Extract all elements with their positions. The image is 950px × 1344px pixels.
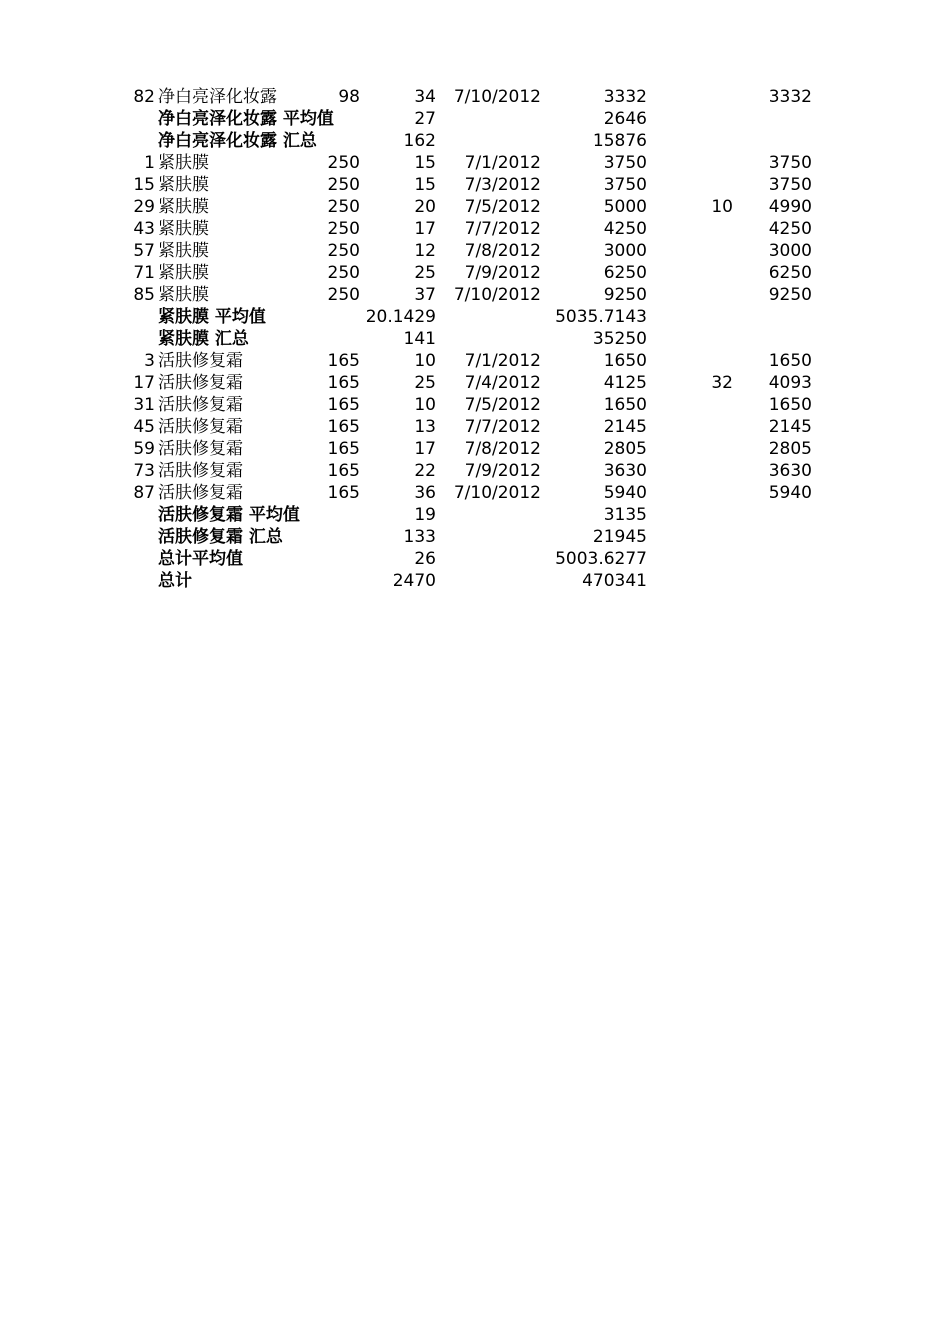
cell-amount: 9250 <box>603 285 647 305</box>
cell-product-name: 紧肤膜 <box>158 219 209 239</box>
cell-date: 7/10/2012 <box>453 285 541 305</box>
table-row <box>0 218 950 240</box>
cell-amount: 5035.7143 <box>555 307 647 327</box>
cell-unit-price: 165 <box>327 483 360 503</box>
cell-date: 7/8/2012 <box>464 439 541 459</box>
cell-unit-price: 165 <box>327 395 360 415</box>
table-row <box>0 372 950 394</box>
cell-product-name: 活肤修复霜 <box>158 461 243 481</box>
cell-date: 7/4/2012 <box>464 373 541 393</box>
cell-amount: 3630 <box>603 461 647 481</box>
cell-date: 7/1/2012 <box>464 351 541 371</box>
table-row <box>0 86 950 108</box>
cell-quantity: 34 <box>414 87 436 107</box>
cell-quantity: 15 <box>414 153 436 173</box>
cell-amount: 1650 <box>603 351 647 371</box>
cell-net-amount: 3630 <box>768 461 812 481</box>
cell-amount: 4250 <box>603 219 647 239</box>
cell-id: 71 <box>133 263 155 283</box>
cell-product-name: 紧肤膜 <box>158 263 209 283</box>
cell-net-amount: 1650 <box>768 395 812 415</box>
cell-quantity: 12 <box>414 241 436 261</box>
cell-quantity: 15 <box>414 175 436 195</box>
cell-unit-price: 165 <box>327 461 360 481</box>
cell-unit-price: 250 <box>327 175 360 195</box>
cell-product-name: 活肤修复霜 <box>158 483 243 503</box>
cell-id: 57 <box>133 241 155 261</box>
cell-quantity: 2470 <box>392 571 436 591</box>
summary-row <box>0 570 950 592</box>
cell-net-amount: 4093 <box>768 373 812 393</box>
cell-quantity: 20 <box>414 197 436 217</box>
cell-quantity: 25 <box>414 263 436 283</box>
table-row <box>0 284 950 306</box>
cell-quantity: 13 <box>414 417 436 437</box>
cell-net-amount: 2805 <box>768 439 812 459</box>
cell-product-name: 紧肤膜 平均值 <box>158 307 266 327</box>
cell-amount: 4125 <box>603 373 647 393</box>
table-row <box>0 196 950 218</box>
cell-product-name: 紧肤膜 <box>158 175 209 195</box>
cell-net-amount: 4990 <box>768 197 812 217</box>
cell-id: 59 <box>133 439 155 459</box>
cell-id: 17 <box>133 373 155 393</box>
table-row <box>0 240 950 262</box>
cell-discount: 10 <box>711 197 733 217</box>
cell-date: 7/9/2012 <box>464 461 541 481</box>
cell-amount: 3750 <box>603 175 647 195</box>
summary-row <box>0 130 950 152</box>
cell-product-name: 活肤修复霜 <box>158 439 243 459</box>
cell-product-name: 活肤修复霜 <box>158 351 243 371</box>
table-row <box>0 152 950 174</box>
summary-row <box>0 328 950 350</box>
table-row <box>0 262 950 284</box>
cell-quantity: 17 <box>414 219 436 239</box>
cell-date: 7/7/2012 <box>464 417 541 437</box>
cell-product-name: 紧肤膜 <box>158 197 209 217</box>
cell-date: 7/5/2012 <box>464 197 541 217</box>
spreadsheet-table <box>0 86 950 592</box>
table-row <box>0 416 950 438</box>
cell-discount: 32 <box>711 373 733 393</box>
cell-amount: 35250 <box>592 329 647 349</box>
cell-unit-price: 250 <box>327 241 360 261</box>
cell-product-name: 总计平均值 <box>158 549 243 569</box>
cell-net-amount: 5940 <box>768 483 812 503</box>
cell-id: 73 <box>133 461 155 481</box>
cell-date: 7/5/2012 <box>464 395 541 415</box>
cell-amount: 5003.6277 <box>555 549 647 569</box>
cell-id: 3 <box>144 351 155 371</box>
cell-amount: 21945 <box>592 527 647 547</box>
cell-date: 7/3/2012 <box>464 175 541 195</box>
cell-quantity: 36 <box>414 483 436 503</box>
cell-date: 7/1/2012 <box>464 153 541 173</box>
table-row <box>0 460 950 482</box>
cell-date: 7/7/2012 <box>464 219 541 239</box>
cell-amount: 6250 <box>603 263 647 283</box>
cell-amount: 3332 <box>603 87 647 107</box>
cell-quantity: 10 <box>414 395 436 415</box>
cell-unit-price: 250 <box>327 263 360 283</box>
cell-quantity: 20.1429 <box>365 307 436 327</box>
cell-amount: 5940 <box>603 483 647 503</box>
cell-net-amount: 4250 <box>768 219 812 239</box>
cell-amount: 3000 <box>603 241 647 261</box>
cell-product-name: 活肤修复霜 <box>158 395 243 415</box>
cell-quantity: 22 <box>414 461 436 481</box>
cell-quantity: 10 <box>414 351 436 371</box>
cell-id: 87 <box>133 483 155 503</box>
cell-quantity: 37 <box>414 285 436 305</box>
cell-product-name: 活肤修复霜 平均值 <box>158 505 300 525</box>
cell-date: 7/10/2012 <box>453 483 541 503</box>
cell-quantity: 162 <box>403 131 436 151</box>
cell-product-name: 紧肤膜 <box>158 285 209 305</box>
table-row <box>0 350 950 372</box>
cell-product-name: 净白亮泽化妆露 <box>158 87 277 107</box>
cell-date: 7/8/2012 <box>464 241 541 261</box>
cell-net-amount: 3332 <box>768 87 812 107</box>
cell-product-name: 净白亮泽化妆露 汇总 <box>158 131 317 151</box>
cell-date: 7/9/2012 <box>464 263 541 283</box>
cell-net-amount: 2145 <box>768 417 812 437</box>
cell-net-amount: 3000 <box>768 241 812 261</box>
cell-net-amount: 1650 <box>768 351 812 371</box>
cell-quantity: 25 <box>414 373 436 393</box>
cell-quantity: 141 <box>403 329 436 349</box>
cell-quantity: 19 <box>414 505 436 525</box>
cell-amount: 1650 <box>603 395 647 415</box>
cell-unit-price: 165 <box>327 417 360 437</box>
cell-product-name: 净白亮泽化妆露 平均值 <box>158 109 334 129</box>
cell-unit-price: 250 <box>327 219 360 239</box>
cell-net-amount: 9250 <box>768 285 812 305</box>
cell-unit-price: 165 <box>327 351 360 371</box>
cell-amount: 2145 <box>603 417 647 437</box>
cell-net-amount: 3750 <box>768 175 812 195</box>
cell-id: 31 <box>133 395 155 415</box>
cell-amount: 3135 <box>603 505 647 525</box>
cell-unit-price: 250 <box>327 285 360 305</box>
cell-net-amount: 6250 <box>768 263 812 283</box>
cell-date: 7/10/2012 <box>453 87 541 107</box>
cell-amount: 3750 <box>603 153 647 173</box>
cell-id: 1 <box>144 153 155 173</box>
cell-product-name: 活肤修复霜 <box>158 373 243 393</box>
cell-unit-price: 98 <box>338 87 360 107</box>
summary-row <box>0 108 950 130</box>
cell-quantity: 17 <box>414 439 436 459</box>
summary-row <box>0 526 950 548</box>
cell-unit-price: 165 <box>327 439 360 459</box>
summary-row <box>0 548 950 570</box>
cell-unit-price: 250 <box>327 153 360 173</box>
cell-product-name: 总计 <box>158 571 192 591</box>
cell-net-amount: 3750 <box>768 153 812 173</box>
cell-amount: 2805 <box>603 439 647 459</box>
cell-product-name: 紧肤膜 <box>158 241 209 261</box>
cell-product-name: 紧肤膜 汇总 <box>158 329 249 349</box>
cell-id: 29 <box>133 197 155 217</box>
cell-amount: 470341 <box>582 571 647 591</box>
cell-id: 15 <box>133 175 155 195</box>
cell-unit-price: 165 <box>327 373 360 393</box>
cell-amount: 15876 <box>592 131 647 151</box>
summary-row <box>0 306 950 328</box>
cell-product-name: 紧肤膜 <box>158 153 209 173</box>
cell-product-name: 活肤修复霜 汇总 <box>158 527 283 547</box>
table-row <box>0 438 950 460</box>
cell-quantity: 26 <box>414 549 436 569</box>
cell-quantity: 27 <box>414 109 436 129</box>
table-row <box>0 394 950 416</box>
cell-amount: 5000 <box>603 197 647 217</box>
cell-product-name: 活肤修复霜 <box>158 417 243 437</box>
table-row <box>0 174 950 196</box>
cell-id: 45 <box>133 417 155 437</box>
cell-quantity: 133 <box>403 527 436 547</box>
cell-unit-price: 250 <box>327 197 360 217</box>
cell-id: 85 <box>133 285 155 305</box>
cell-id: 82 <box>133 87 155 107</box>
cell-amount: 2646 <box>603 109 647 129</box>
cell-id: 43 <box>133 219 155 239</box>
table-row <box>0 482 950 504</box>
summary-row <box>0 504 950 526</box>
